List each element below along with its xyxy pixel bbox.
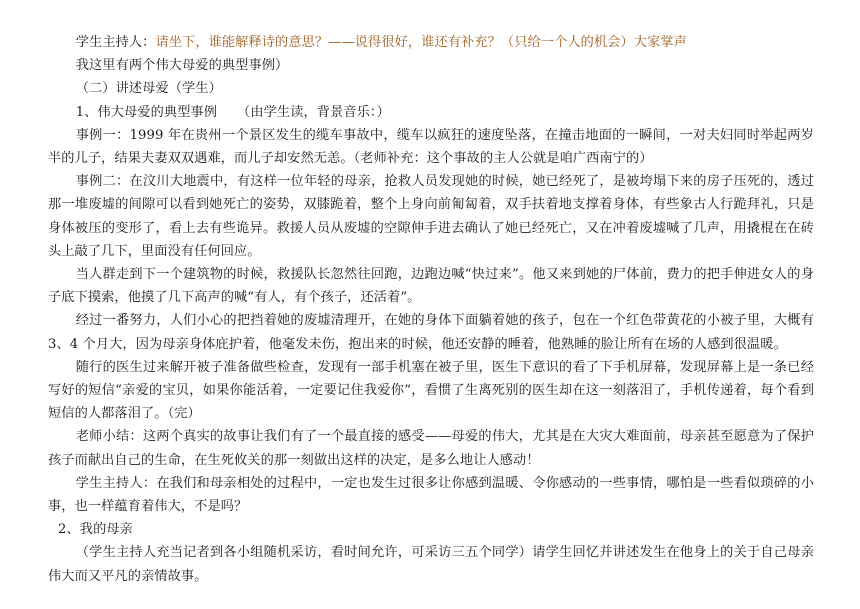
paragraph-example-two: 事例二：在汶川大地震中，有这样一位年轻的母亲，抢救人员发现她的时候，她已经死了，是被垮塌下来的房子压死的，透过那一堆废墟的间隙可以看到她死亡的姿势，双膝跪着，整个上身向前匍匐着，双手扶着地支撑着身体，有些象古人行跪拜礼，只是身体被压的变形了，看上去有些诡异。救援人员从废墟的空隙伸手进去确认了她已经死亡，又在冲着废墟喊了几声，用撬棍在在砖头上敲了几下，里面没有任何回应。 (48, 174, 814, 259)
subheading-typical-examples: 1、伟大母爱的典型事例 （由学生读，背景音乐：） (75, 104, 390, 120)
paragraph-phone-message: 随行的医生过来解开被子准备做些检查，发现有一部手机塞在被子里，医生下意识的看了下手机屏幕，发现屏幕上是一条已经写好的短信“亲爱的宝贝，如果你能活着，一定要记住我爱你”，看惯了生离死别的医生却在这一刻落泪了，手机传递着，每个看到短信的人都落泪了。（完） (48, 359, 814, 422)
host-speaker: 学生主持人： (75, 35, 156, 50)
paragraph-host-transition: 学生主持人：在我们和母亲相处的过程中，一定也发生过很多让你感到温暖、令你感动的一些事情，哪怕是一些看似琐碎的小事，也一样蕴育着伟大，不是吗？ (48, 475, 814, 515)
section-two-heading: （二）讲述母爱（学生） (75, 81, 222, 97)
host-prompt-text: 请坐下，谁能解释诗的意思？——说得很好，谁还有补充？（只给一个人的机会）大家掌声 (155, 35, 687, 50)
paragraph-baby-found: 经过一番努力，人们小心的把挡着她的废墟清理开，在她的身体下面躺着她的孩子，包在一个红色带黄花的小被子里，大概有 3、4 个月大，因为母亲身体庇护着，他毫发未伤，抱出来的时候，他还安静的睡着，他熟睡的脸让所有在场的人感到很温暖。 (48, 313, 814, 352)
paragraph-teacher-summary: 老师小结：这两个真实的故事让我们有了一个最直接的感受——母爱的伟大，尤其是在大灾大难面前，母亲甚至愿意为了保护孩子而献出自己的生命，在生死攸关的那一刻做出这样的决定，是多么地让人感动！ (48, 429, 814, 468)
subheading-my-mother: 2、我的母亲 (58, 522, 133, 538)
paragraph-closing-activity: （学生主持人充当记者到各小组随机采访，看时间允许，可采访三五个同学）请学生回忆并讲述发生在他身上的关于自己母亲伟大而又平凡的亲情故事。 (48, 545, 814, 584)
paragraph-example-one: 事例一：1999 年在贵州一个景区发生的缆车事故中，缆车以疯狂的速度坠落，在撞击地面的一瞬间，一对夫妇同时举起两岁半的儿子，结果夫妻双双遇难，而儿子却安然无恙。（老师补充：这个事故的主人公就是咱广西南宁的） (48, 127, 814, 167)
host-prompt-line (48, 31, 814, 54)
paragraph-rescue-captain: 当人群走到下一个建筑物的时候，救援队长忽然往回跑，边跑边喊“快过来”。他又来到她的尸体前，费力的把手伸进女人的身子底下摸索，他摸了几下高声的喊“有人，有个孩子，还活着”。 (48, 267, 814, 306)
document-page (48, 31, 814, 588)
intro-line: 我这里有两个伟大母爱的典型事例） (75, 58, 289, 74)
